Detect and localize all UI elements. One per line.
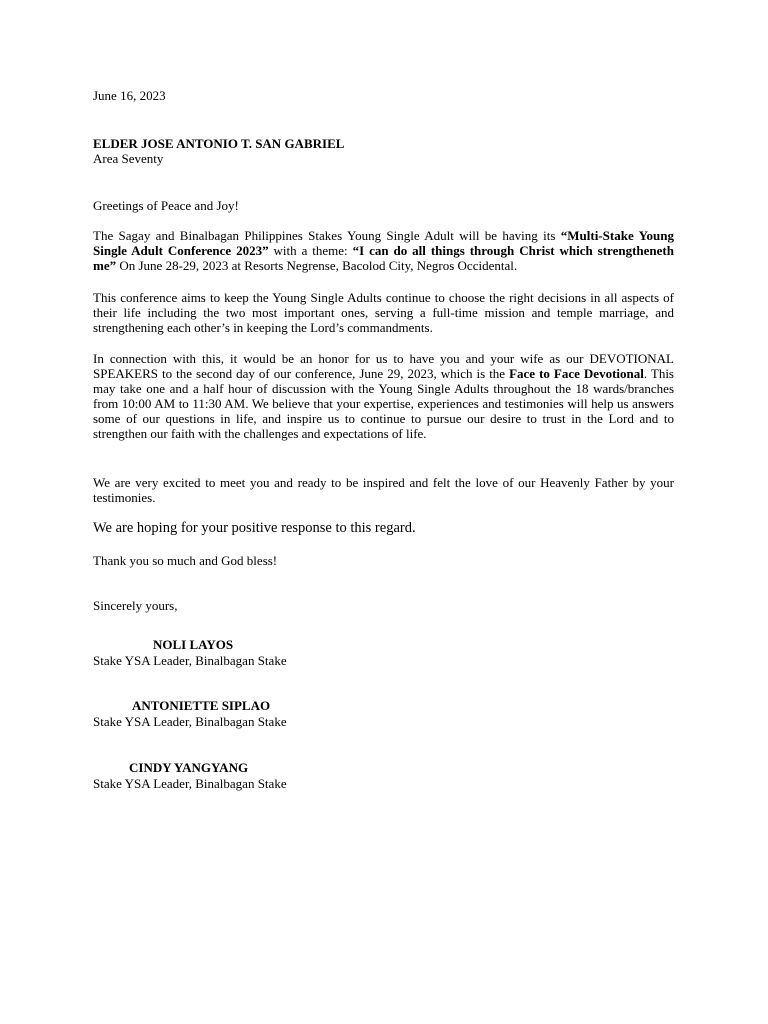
signatory-title: Stake YSA Leader, Binalbagan Stake <box>93 776 287 791</box>
paragraph-thanks: Thank you so much and God bless! <box>93 553 278 568</box>
recipient-name: ELDER JOSE ANTONIO T. SAN GABRIEL <box>93 136 345 151</box>
paragraph-conference: The Sagay and Binalbagan Philippines Stakes Young Single Adult will be having its “Multi-Stake Young Single Adult Conference 2023” with a theme: “I can do all things through Christ which strengtheneth me” On June 28-29, 2023 at Resorts Negrense, Bacolod City, Negros Occidental. <box>93 228 674 273</box>
letter-date: June 16, 2023 <box>93 88 166 103</box>
paragraph-invitation: In connection with this, it would be an honor for us to have you and your wife as our DEVOTIONAL SPEAKERS to the second day of our conference, June 29, 2023, which is the Face to Face Devotional. This may take one and a half hour of discussion with the Young Single Adults throughout the 18 wards/branches from 10:00 AM to 11:30 AM. We believe that your expertise, experiences and testimonies will help us answers some of our questions in life, and inspire us to continue to pursue our desire to trust in the Lord and to strengthen our faith with the challenges and expectations of life. <box>93 351 674 441</box>
greeting: Greetings of Peace and Joy! <box>93 198 239 213</box>
signatory-title: Stake YSA Leader, Binalbagan Stake <box>93 714 287 729</box>
paragraph-excited: We are very excited to meet you and ready to be inspired and felt the love of our Heavenly Father by your testimonies. <box>93 475 674 505</box>
paragraph-aims: This conference aims to keep the Young Single Adults continue to choose the right decisions in all aspects of their life including the two most important ones, serving a full-time mission and temple marriage, and strengthening each other’s in keeping the Lord’s commandments. <box>93 290 674 335</box>
paragraph-hoping: We are hoping for your positive response to this regard. <box>93 520 416 536</box>
signatory-name: NOLI LAYOS <box>153 637 234 652</box>
closing: Sincerely yours, <box>93 598 178 613</box>
signatory-name: ANTONIETTE SIPLAO <box>132 698 271 713</box>
signatory-title: Stake YSA Leader, Binalbagan Stake <box>93 653 287 668</box>
recipient-title: Area Seventy <box>93 151 164 166</box>
signatory-name: CINDY YANGYANG <box>129 760 249 775</box>
